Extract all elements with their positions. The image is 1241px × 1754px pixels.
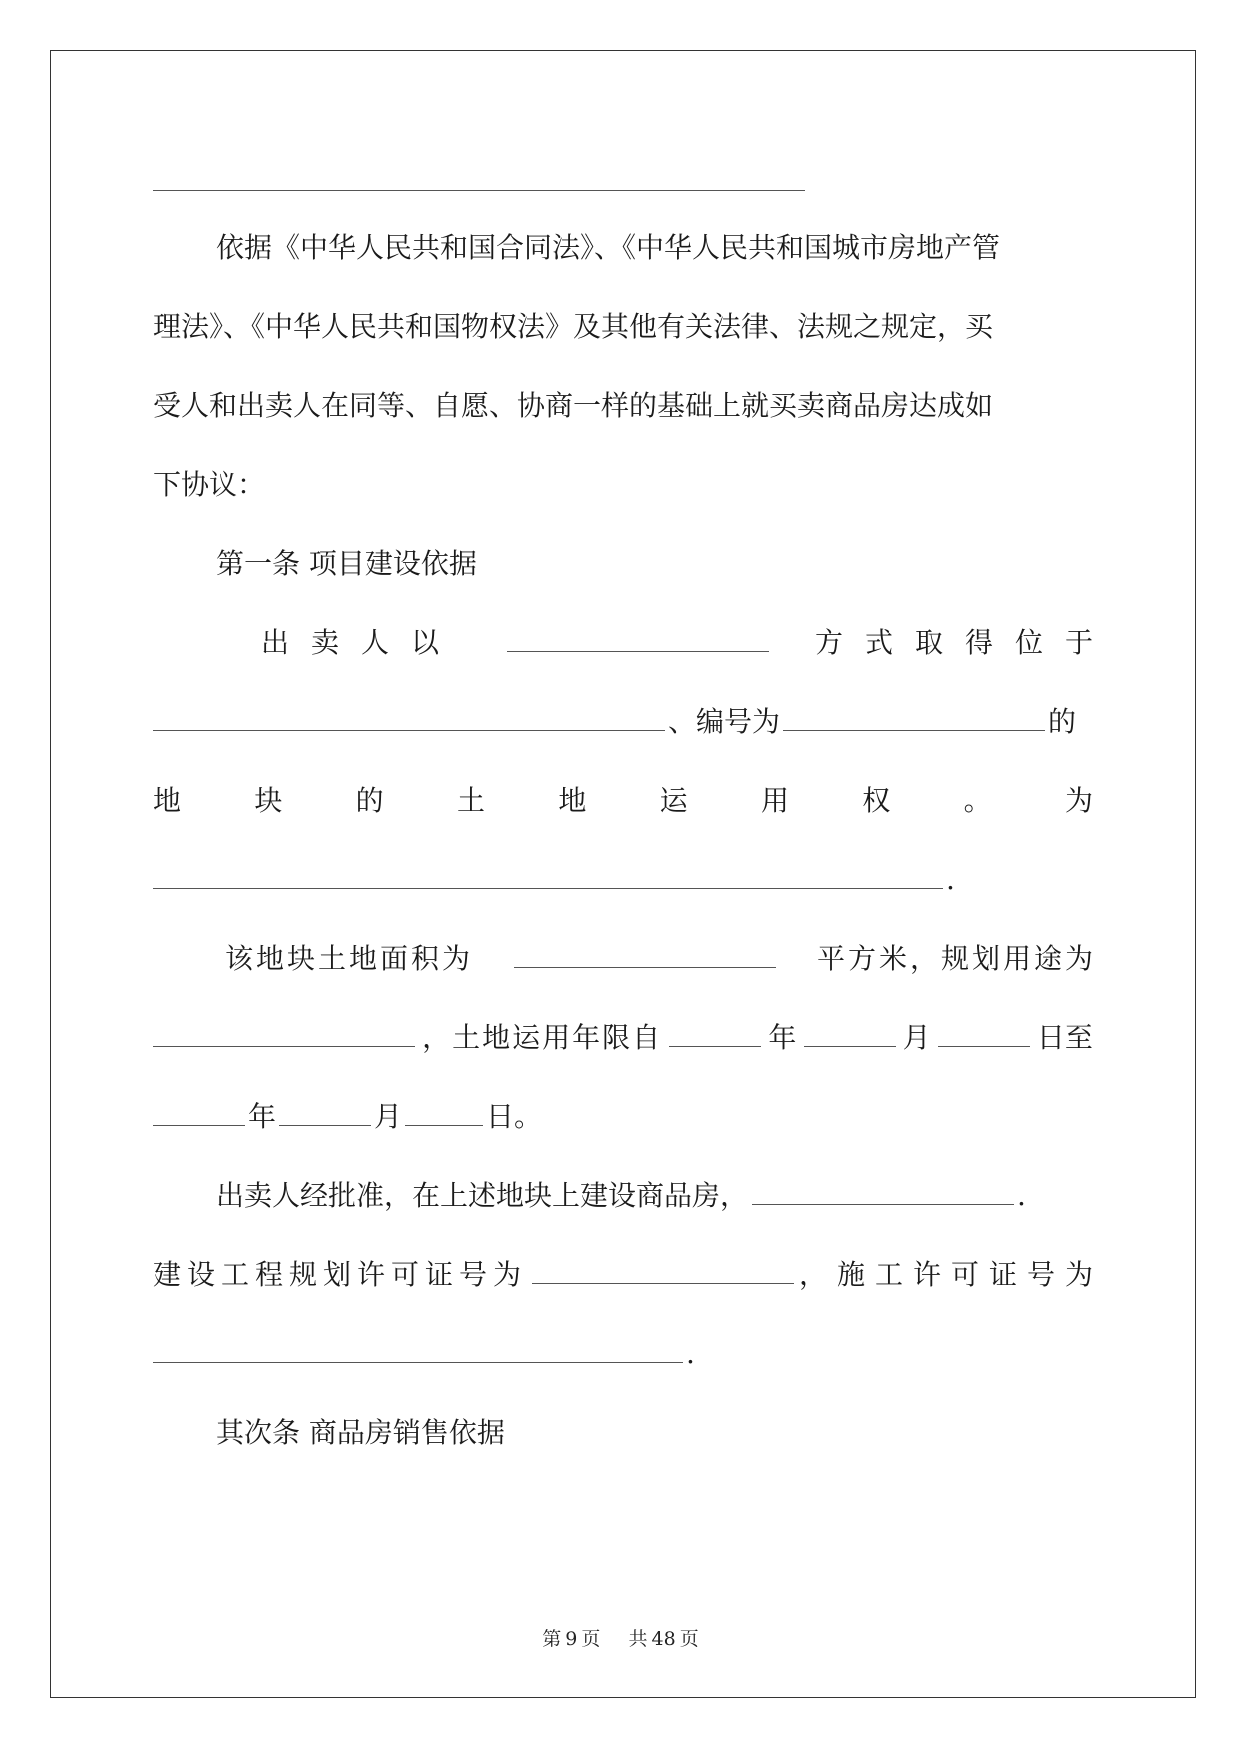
text-line: 月	[374, 1100, 403, 1133]
blank-field	[153, 1095, 245, 1126]
footer-total-unit: 页	[679, 1628, 699, 1650]
paragraph-line	[153, 935, 1096, 983]
text-line: 日至	[1036, 1021, 1093, 1054]
paragraph-line	[153, 1251, 1103, 1299]
text-line: .	[1017, 1179, 1026, 1212]
blank-field	[507, 621, 769, 652]
footer-page-unit: 页	[581, 1628, 601, 1650]
blank-field	[783, 700, 1045, 731]
text-line: 的	[1048, 705, 1077, 738]
text-line: 下协议：	[153, 468, 266, 501]
blank-field	[153, 160, 805, 191]
footer-total-label: 共	[628, 1628, 648, 1650]
char: 地	[558, 784, 587, 817]
blank-field	[153, 858, 943, 889]
char: 的	[355, 784, 384, 817]
footer-total-number: 48	[651, 1628, 676, 1650]
paragraph-line	[153, 1330, 1093, 1378]
paragraph-line	[153, 1172, 1156, 1220]
paragraph-line	[153, 619, 1115, 667]
text-line: 年	[768, 1021, 797, 1054]
paragraph-line	[153, 1014, 1093, 1062]
blank-field	[405, 1095, 483, 1126]
blank-field	[514, 937, 776, 968]
text-line: .	[686, 1337, 695, 1370]
text-line: ，施工许可证号为	[798, 1258, 1103, 1291]
text-line: .	[946, 863, 955, 896]
section-heading	[153, 540, 1156, 588]
article-one-heading: 第一条 项目建设依据	[216, 547, 477, 580]
text-line: 出卖人以	[261, 626, 462, 659]
blank-field	[938, 1016, 1030, 1047]
char: 地	[153, 784, 182, 817]
text-line: 受人和出卖人在同等、自愿、协商一样的基础上就买卖商品房达成如	[153, 389, 994, 422]
text-line: 建设工程规划许可证号为	[153, 1258, 528, 1291]
text-line: ，土地运用年限自	[422, 1021, 663, 1054]
top-blank-line	[153, 160, 1093, 208]
text-line: 该地块土地面积为	[225, 942, 474, 975]
char: 为	[1064, 784, 1093, 817]
text-line: 理法》、《中华人民共和国物权法》及其他有关法律、法规之规定，买	[153, 310, 994, 343]
paragraph-line	[153, 777, 1093, 825]
text-line: 方式取得位于	[814, 626, 1115, 659]
char: 。	[963, 784, 992, 817]
page-footer	[0, 1624, 1241, 1651]
char: 用	[760, 784, 789, 817]
paragraph-line	[153, 224, 1156, 272]
text-line: 年	[248, 1100, 277, 1133]
paragraph-line	[153, 461, 1093, 509]
text-line: 平方米，规划用途为	[816, 942, 1096, 975]
paragraph-line	[153, 856, 1093, 904]
char: 块	[254, 784, 283, 817]
char: 权	[862, 784, 891, 817]
paragraph-line	[153, 382, 1093, 430]
blank-field	[153, 700, 665, 731]
char: 运	[659, 784, 688, 817]
blank-field	[279, 1095, 371, 1126]
text-line: 、编号为	[668, 705, 781, 738]
text-line: 出卖人经批准，在上述地块上建设商品房，	[216, 1179, 749, 1212]
text-line: 依据《中华人民共和国合同法》、《中华人民共和国城市房地产管	[216, 231, 1001, 264]
blank-field	[804, 1016, 896, 1047]
blank-field	[153, 1016, 415, 1047]
blank-field	[669, 1016, 761, 1047]
blank-field	[153, 1332, 683, 1363]
paragraph-line	[153, 303, 1093, 351]
footer-page-label: 第	[542, 1628, 562, 1650]
blank-field	[532, 1253, 794, 1284]
char: 土	[456, 784, 485, 817]
section-heading	[153, 1409, 1156, 1457]
footer-page-number: 9	[565, 1628, 578, 1650]
paragraph-line	[153, 1093, 1093, 1141]
text-line: 月	[902, 1021, 931, 1054]
article-two-heading: 其次条 商品房销售依据	[216, 1416, 505, 1449]
text-line: 日。	[486, 1100, 543, 1133]
blank-field	[752, 1174, 1014, 1205]
paragraph-line	[153, 698, 1093, 746]
